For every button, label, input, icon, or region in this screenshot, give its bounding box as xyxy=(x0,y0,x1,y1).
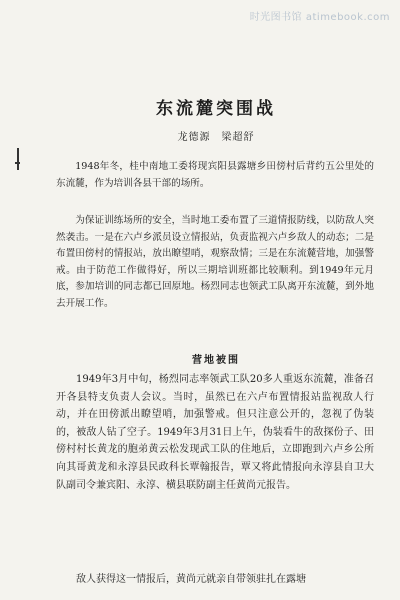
paragraph: 为保证训练场所的安全，当时地工委布置了三道情报防线，以防敌人突然袭击。一是在六卢乡派员设立情报站，负责监视六卢乡敌人的动态；二是布置田傍村的情报站，放出瞭望哨，观察敌情；三是在东流麓营地，加强警戒。由于防范工作做得好，所以三期培训班都比较顺利。到1949年元月底，参加培训的同志都已回原地。杨烈同志也领武工队离开东流麓，到外地去开展工作。 xyxy=(56,215,374,309)
watermark: 时光图书馆 atimebook.com xyxy=(249,12,390,23)
margin-mark xyxy=(15,148,20,170)
section-heading: 营地被围 xyxy=(192,355,240,366)
paragraph: 1948年冬，桂中南地工委将现宾阳县露塘乡田傍村后背约五公里处的东流麓，作为培训各县干部的场所。 xyxy=(56,161,374,189)
paragraph: 敌人获得这一情报后，黄尚元就亲自带领驻扎在露塘 xyxy=(76,574,306,585)
paragraph: 1949年3月中旬，杨烈同志率领武工队20多人重返东流麓，准备召开各县特支负责人会议。当时，虽然已在六卢布置情报站监视敌人行动，并在田傍派出瞭望哨，加强警戒。但只注意公开的，忽视了伪装的，被敌人钻了空子。1949年3月31日上午，伪装看牛的敌探份子、田傍村村长黄龙的胞弟黄云松发现武工队的住地后，立即跑到六卢乡公所向其哥黄龙和永淳县民政科长覃翰报告，覃又将此情报向永淳县自卫大队副司令兼宾阳、永淳、横县联防副主任黄尚元报告。 xyxy=(56,374,374,491)
article-title: 东流麓突围战 xyxy=(156,99,276,119)
article-authors: 龙德源 梁超舒 xyxy=(177,132,255,143)
